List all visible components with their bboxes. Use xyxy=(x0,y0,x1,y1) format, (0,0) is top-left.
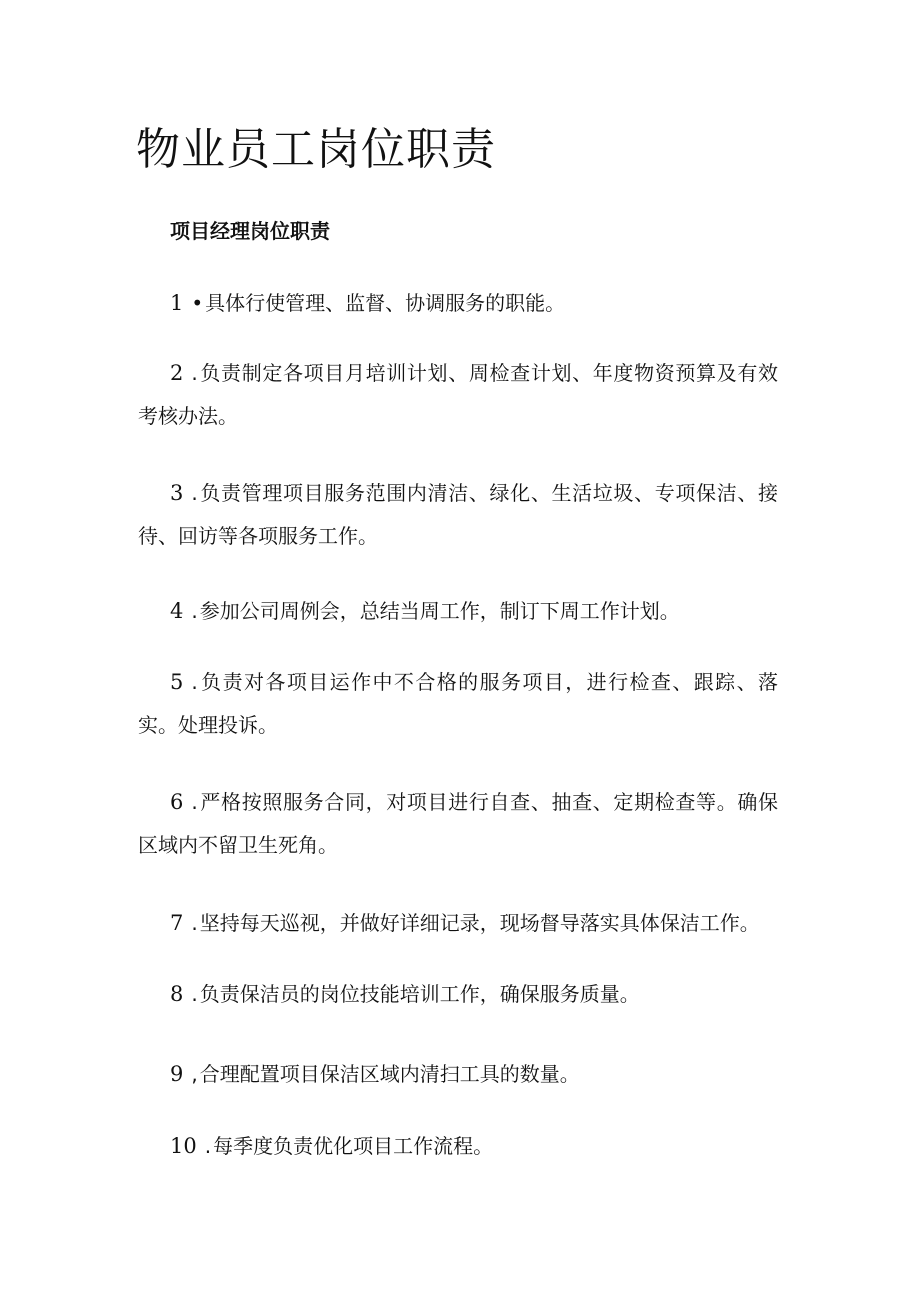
duty-number: 10 xyxy=(170,1134,197,1158)
duty-text: 负责管理项目服务范围内清洁、绿化、生活垃圾、专项保洁、接待、回访等各项服务工作。 xyxy=(138,481,778,548)
duty-separator: . xyxy=(191,790,198,814)
duty-item xyxy=(138,472,778,558)
duty-text: 合理配置项目保洁区域内清扫工具的数量。 xyxy=(199,1062,580,1086)
duty-item xyxy=(138,902,778,945)
duty-item xyxy=(138,282,778,325)
duty-text: 参加公司周例会，总结当周工作，制订下周工作计划。 xyxy=(199,599,680,623)
duty-number: 4 xyxy=(170,599,184,623)
duty-number: 3 xyxy=(170,481,184,505)
duty-separator: . xyxy=(191,481,198,505)
duty-separator: . xyxy=(191,982,198,1006)
duty-number: 9 xyxy=(170,1062,184,1086)
duty-item xyxy=(138,661,778,747)
section-heading: 项目经理岗位职责 xyxy=(170,219,330,243)
duty-number: 1 xyxy=(170,291,184,315)
duty-number: 5 xyxy=(170,670,184,694)
duty-item xyxy=(138,781,778,867)
duty-separator: • xyxy=(191,291,204,315)
duty-number: 8 xyxy=(170,982,184,1006)
duty-text: 每季度负责优化项目工作流程。 xyxy=(213,1134,494,1158)
duty-item xyxy=(138,352,778,438)
document-title: 物业员工岗位职责 xyxy=(136,124,496,175)
duty-item xyxy=(138,1053,778,1096)
duty-separator: . xyxy=(191,599,198,623)
duty-separator: . xyxy=(191,911,198,935)
duty-number: 7 xyxy=(170,911,184,935)
duty-separator: . xyxy=(204,1134,212,1158)
duty-text: 具体行使管理、监督、协调服务的职能。 xyxy=(205,291,566,315)
duty-separator: . xyxy=(191,361,198,385)
duty-separator: . xyxy=(191,670,198,694)
duty-text: 负责制定各项目月培训计划、周检查计划、年度物资预算及有效考核办法。 xyxy=(138,361,778,428)
duty-text: 负责对各项目运作中不合格的服务项目，进行检查、跟踪、落实。处理投诉。 xyxy=(138,670,778,737)
duty-number: 2 xyxy=(170,361,184,385)
duty-text: 严格按照服务合同，对项目进行自查、抽查、定期检查等。确保区域内不留卫生死角。 xyxy=(138,790,778,857)
duty-separator: , xyxy=(191,1062,198,1086)
duty-item xyxy=(138,1125,778,1168)
duty-number: 6 xyxy=(170,790,184,814)
duty-item xyxy=(138,973,778,1016)
duty-text: 坚持每天巡视，并做好详细记录，现场督导落实具体保洁工作。 xyxy=(199,911,760,935)
duty-text: 负责保洁员的岗位技能培训工作，确保服务质量。 xyxy=(199,982,640,1006)
duty-item xyxy=(138,590,778,633)
